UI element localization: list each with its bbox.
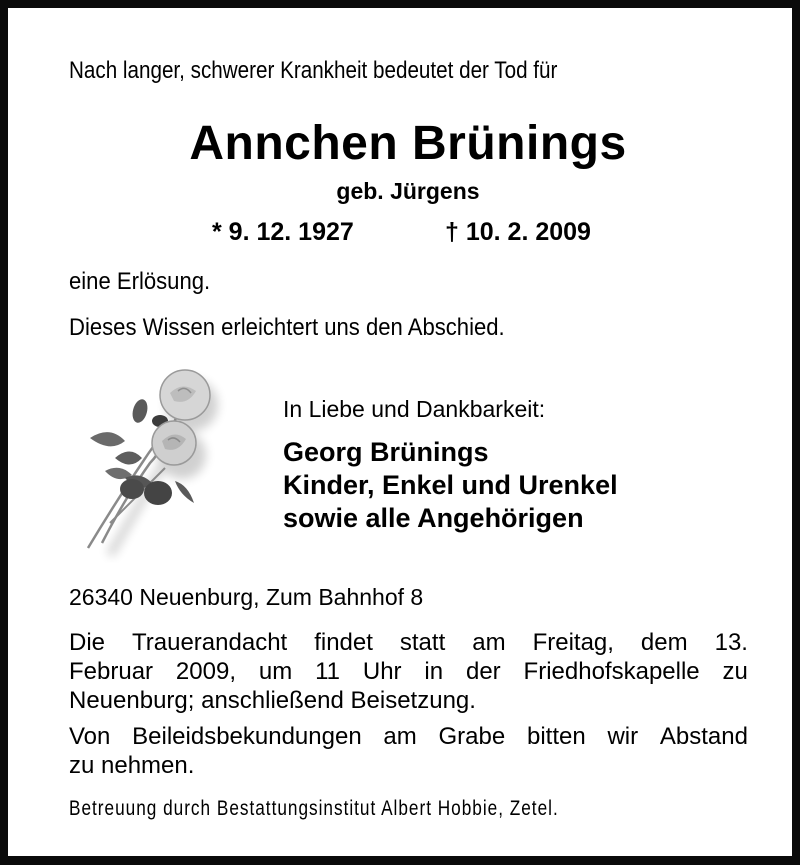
word: bitten [526,723,586,750]
condolence-paragraph [69,722,748,780]
rose-icon [70,363,240,563]
paragraph-line [69,657,748,686]
word: 11 [315,658,340,685]
word: der [465,658,501,685]
word: Freitag, [532,629,614,656]
signature-line: Kinder, Enkel und Urenkel [283,470,618,500]
word: wir [607,723,639,750]
word: am [472,629,506,656]
word: Von [69,723,111,750]
signature-block [283,436,618,535]
service-paragraph [69,628,748,715]
birth-date: * 9. 12. 1927 [212,218,354,246]
word: Grabe [438,723,506,750]
word: zu [722,658,748,685]
word: Uhr [362,658,402,685]
word: am [383,723,417,750]
funeral-home-credit: Betreuung durch Bestattungsinstitut Albert Hobbie, Zetel. [69,797,559,820]
word: 13. [714,629,748,656]
signature-line: Georg Brünings [283,437,489,467]
paragraph-line: Neuenburg; anschließend Beisetzung. [69,687,476,714]
word: Abstand [659,723,748,750]
signature-line: sowie alle Angehörigen [283,503,584,533]
word: um [258,658,293,685]
paragraph-line: zu nehmen. [69,752,195,779]
word: in [424,658,444,685]
word: dem [640,629,688,656]
word: Februar [69,658,154,685]
word: Friedhofskapelle [523,658,700,685]
word: Beileidsbekundungen [132,723,362,750]
word: Trauerandacht [132,629,288,656]
word: statt [399,629,446,656]
maiden-name: geb. Jürgens [336,178,480,204]
relief-line: eine Erlösung. [69,268,211,295]
word: findet [314,629,373,656]
address: 26340 Neuenburg, Zum Bahnhof 8 [69,584,424,610]
paragraph-line [69,628,748,657]
death-date: † 10. 2. 2009 [445,218,591,246]
paragraph-line [69,722,748,751]
deceased-name: Annchen Brünings [189,117,627,170]
word: Die [69,629,106,656]
farewell-line: Dieses Wissen erleichtert uns den Abschied. [69,314,505,341]
intro-text: Nach langer, schwerer Krankheit bedeutet der Tod für [69,57,558,84]
word: 2009, [175,658,236,685]
signature-intro: In Liebe und Dankbarkeit: [283,396,546,422]
